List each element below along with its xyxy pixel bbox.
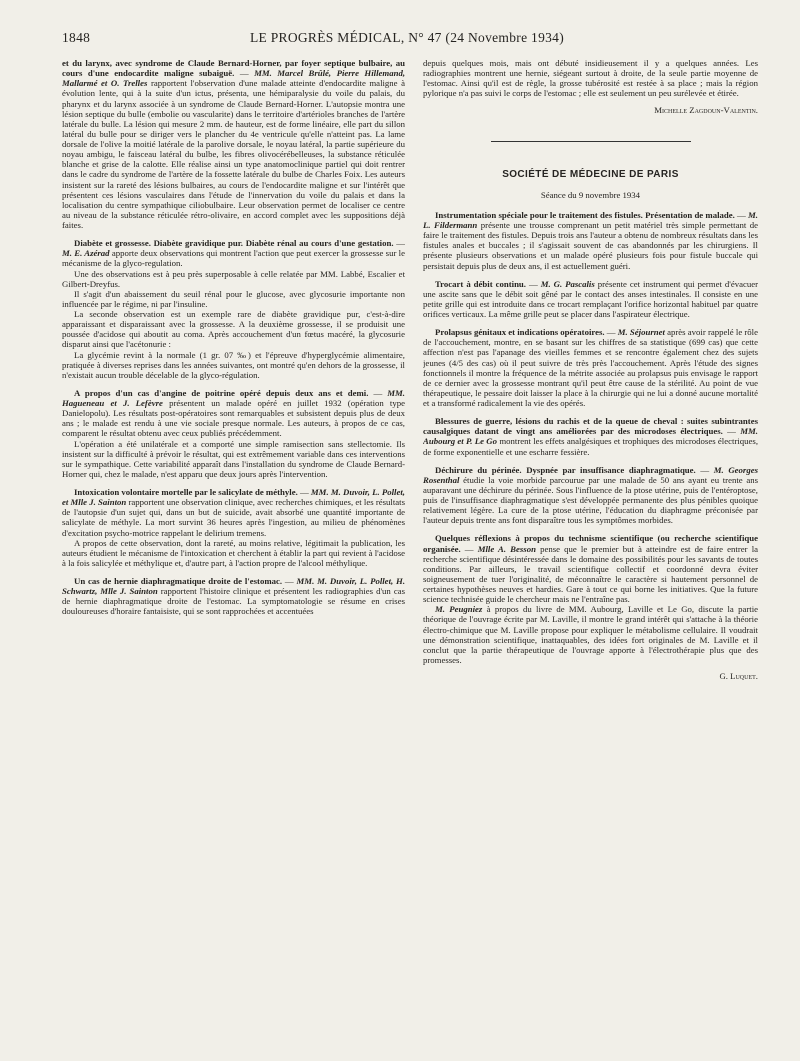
article-authors: MM. M. Duvoir, L. Pollet, et Mlle J. Sainton — [62, 487, 405, 508]
article-peugniez — [423, 604, 758, 665]
article-authors: M. Séjournet — [617, 327, 665, 338]
article-heading: Déchirure du périnée. Dyspnée par insuffisance diaphragmatique. — [435, 464, 696, 475]
article-heading: Blessures de guerre, lésions du rachis et de la queue de cheval : suites subintrantes causalgiques datant de vingt ans améliorées par des microdoses électriques. — [423, 416, 758, 437]
right-column — [423, 58, 758, 1048]
article-blessures: Blessures de guerre, lésions du rachis et de la queue de cheval : suites subintrantes causalgiques datant de vingt ans améliorées par des microdoses électriques. — MM. Aubourg et P. Le Go montrent les effets analgésiques et trophiques des microdoses électriques, de forme exponentielle et une escharre fessière. — [423, 416, 758, 457]
article-heading: et du larynx, avec syndrome de Claude Bernard-Horner, par foyer septique bulbaire, au cours d'une endocardite maligne subaiguë. — [62, 58, 405, 79]
section-divider — [491, 141, 691, 142]
article-body: à propos du livre de MM. Aubourg, Laville et Le Go, discute la partie théorique de l'ouvrage écrite par M. Laville, il montre le grand intérêt qui s'attache à la théorie électro-chimique que M. Laville propose pour expliquer le métabolisme cellulaire. Il voudrait une démonstration scientifique, inattaquables, des idées fort originales de M. Laville et il conclut que la partie thérapeutique de l'ouvrage apporte à l'électrothérapie plus que des promesses. — [423, 604, 758, 665]
left-column — [62, 58, 405, 1048]
article-heading: Un cas de hernie diaphragmatique droite de l'estomac. — [74, 576, 283, 586]
signature: G. Luquet. — [719, 671, 758, 681]
paragraph: A propos de cette observation, dont la rareté, au moins relative, légitimait la publication, les auteurs étudient le mécanisme de l'intoxication et cherchent à établir la part qui revient à l'acidose à la fois salicylée et méthylique et, d'autre part, à l'action propre de l'alcool méthylique. — [62, 537, 405, 568]
article-heading: Diabète et grossesse. Diabète gravidique pur. Diabète rénal au cours d'une gestation. — [74, 238, 394, 249]
article-authors: M. E. Azérad — [62, 248, 110, 259]
session-date: Séance du 9 novembre 1934 — [540, 189, 641, 200]
article-authors: MM. Marcel Brûlé, Pierre Hillemand, Mallarmé et O. Trelles — [62, 68, 405, 89]
article-body: présente cet instrument qui permet d'évacuer une ascite sans que le débit soit gêné par le contact des anses intestinales. Il consiste en une petite grille qui est introduite dans ce trocart remplaçant l'orifice horizontal habituel par quatre orifices verticaux. La même grille peut se placer dans l'aspirateur électrique. — [423, 278, 758, 319]
article-heading: Quelques réflexions à propos du technisme scientifique (ou recherche scientifique organisée. — [423, 533, 758, 554]
article-authors: Mlle A. Besson — [477, 543, 536, 554]
article-body: étudie la voie morbide parcourue par une malade de 50 ans ayant eu trente ans auparavant une déchirure du périnée. Sous l'influence de la ptose utérine, puis de l'entéroptose, puis de l'insuffisance diaphragmatique s'est développée permanente des plus pénibles quoique relativement légère. La cure de la ptose utérine, l'éducation du diaphragme préconisée par l'auteur depuis trente ans font disparaître tous les symptômes morbides. — [423, 474, 758, 526]
article-prolapsus: Prolapsus génitaux et indications opératoires. — M. Séjournet après avoir rappelé le rôle de l'accouchement, montre, en se basant sur les chiffres de sa statistique (699 cas) que cette affection n'est pas l'apanage des vieilles femmes et se rencontre également chez des sujets jeunes (4/5 des cas) où il peut suivre de très près l'accouchement. Après l'étude des signes fonctionnels il montre la fréquence de la métrite associée au prolapsus puis envisage le rapport de ce dernier avec la grossesse montrant qu'il peut être cause de la stérilité. Au point de vue thérapeutique, le pessaire doit laisser la place à la chirurgie qui ne lui a donné aucune mortalité et a transformé radicalement la vie des opérés. — [423, 327, 758, 408]
article-diabete: Diabète et grossesse. Diabète gravidique pur. Diabète rénal au cours d'une gestation. — M. E. Azérad apporte deux observations qui montrent l'action que peut exercer la grossesse sur le mécanisme de la glyco-regulation. — [62, 238, 405, 269]
page-number: 1848 — [62, 30, 91, 45]
paragraph: Il s'agit d'un abaissement du seuil rénal pour le glucose, avec glycosurie importante non influencée par le régime, ni par l'insuline. — [62, 288, 405, 309]
article-authors: MM. M. Duvoir, L. Pollet, H. Schwartz, Mlle J. Sainton — [62, 576, 405, 597]
article-reflexions: Quelques réflexions à propos du technisme scientifique (ou recherche scientifique organisée. — Mlle A. Besson pense que le premier but à atteindre est de faire entrer la recherche scientifique désintéressée dans le domaine des possibilités pour les savants de toutes conditions. Par ailleurs, le travail scientifique collectif et coordonné devra éviter soigneusement de tuer l'originalité, de méconnaître le caractère si hautement personnel de certaines hypothèses neuves et hardies. Gare à tout ce qui borne les initiatives. Que la future science technisée guide le chercheur mais ne l'entraîne pas. — [423, 533, 758, 605]
article-instrumentation: Instrumentation spéciale pour le traitement des fistules. Présentation de malade. — M. L. Fildermann présente une trousse comprenant un petit matériel très simple permettant de faire le traitement des fistules. Depuis trois ans l'auteur a obtenu de nombreux résultats dans les fistules anales et buccales ; il s'agissait souvent de cas abandonnés par les chirurgiens. Il présente plusieurs observations et un malade opéré plusieurs fois pour fistule buccale qui persistait depuis plus de deux ans, il est actuellement guéri. — [423, 209, 758, 271]
signature: Michelle Zagdoun-Valentin. — [654, 104, 758, 115]
article-angine: A propos d'un cas d'angine de poitrine opéré depuis deux ans et demi. — MM. Hagueneau et J. Lefèvre présentent un malade opéré en juillet 1932 (opération type Danielopolu). Les résultats post-opératoires sont remarquables et subsistent depuis plus de deux ans ; le malade est rendu à une vie sociale presque normale. Les auteurs, à propos de ce cas, comparent le résultat obtenu avec ceux publiés précédemment. — [62, 387, 405, 439]
article-body: rapportent une observation clinique, avec recherches chimiques, et les résultats de l'autopsie d'un sujet qui, dans un but de suicide, avait absorbé une quantité importante de salicylate de méthyle. La mort survint 36 heures après l'ingestion, au milieu de phénomènes d'excitation psycho-motrice rappelant le delirium tremens. — [62, 497, 405, 538]
article-authors: M. L. Fildermann — [423, 209, 758, 230]
article-heading: Instrumentation spéciale pour le traitement des fistules. Présentation de malade. — [435, 209, 735, 220]
article-heading: Prolapsus génitaux et indications opératoires. — [435, 327, 605, 338]
article-heading: A propos d'un cas d'angine de poitrine opéré depuis deux ans et demi. — [74, 387, 369, 398]
section-title: SOCIÉTÉ DE MÉDECINE DE PARIS — [502, 168, 679, 180]
journal-title: LE PROGRÈS MÉDICAL, N° 47 (24 Novembre 1934) — [249, 30, 565, 45]
article-claude-bernard-cont: et du larynx, avec syndrome de Claude Bernard-Horner, par foyer septique bulbaire, au cours d'une endocardite maligne subaiguë. — MM. Marcel Brûlé, Pierre Hillemand, Mallarmé et O. Trelles rapportent l'observation d'une malade atteinte d'endocardite maligne à évolution lente, qui à la suite d'un ictus, présenta, une hémiparalysie du voile du palais, du pharynx et du larynx associée à un syndrome de Claude Bernard-Horner. L'autopsie montra une lésion septique du bulle (embolie ou vascularite) dans le territoire d'artérioles branches de l'artère latérale du bulle. La lésion qui mesure 2 mm. de hauteur, est de forme linéaire, elle part du sillon latéral du bulle pour se diriger vers le plancher du 4e ventricule qu'elle n'atteint pas. La lame dorsale de l'olive la moitié latérale de la parolive dorsale, le noyau latéral, la partie supérieure du noyau ambigu, le faisceau latéral du bulbe, les fibres olivocérébelleuses, la substance réticulée blanche et grise de la calotte. Elle réalise ainsi un type anatomoclinique partiel qui doit rentrer dans le cadre du syndrome de l'artère de la fossette latérale du bulbe de Charles Foix. Les auteurs insistent sur la rareté des lésions bulbaires, au cours de l'endocardite maligne et sur l'intérêt que présentent ces lésions vasculaires dans l'étude de l'innervation du voile du palais et dans la localisation du centre sympathique ciliobulbaire. Leur observation permet de localiser ce centre au niveau de la substance réticulée rétro-olivaire, en accord complet avec les suppositions déjà faites. — [62, 58, 405, 230]
article-dechirure: Déchirure du périnée. Dyspnée par insuffisance diaphragmatique. — M. Georges Rosenthal étudie la voie morbide parcourue par une malade de 50 ans ayant eu trente ans auparavant une déchirure du périnée. Sous l'influence de la ptose utérine, puis de l'entéroptose, puis de l'insuffisance diaphragmatique s'est développée permanente des plus pénibles quoique relativement légère. La cure de la ptose utérine, l'éducation du diaphragme préconisée par l'auteur depuis trente ans font disparaître tous les symptômes morbides. — [423, 464, 758, 526]
article-authors: MM. Hagueneau et J. Lefèvre — [62, 387, 405, 408]
article-body: après avoir rappelé le rôle de l'accouchement, montre, en se basant sur les chiffres de sa statistique (699 cas) que cette affection n'est pas l'apanage des vieilles femmes et se rencontre également chez des sujets jeunes (4/5 des cas) où il peut suivre de très près l'accouchement. Après l'étude des signes fonctionnels il montre la fréquence de la métrite associée au prolapsus puis envisage le rapport de ce dernier avec la grossesse montrant qu'il peut être cause de la stérilité. Au point de vue thérapeutique, le pessaire doit laisser la place à la chirurgie qui ne lui a donné aucune mortalité et a transformé radicalement la vie des opérés. — [423, 327, 758, 408]
paragraph: La glycémie revint à la normale (1 gr. 07 ‰) et l'épreuve d'hyperglycémie alimentaire, pratiquée à diverses reprises dans les années suivantes, ont montré qu'en dehors de la grossesse, il n'existait aucun trouble décelable de la glyco-régulation. — [62, 349, 405, 380]
paragraph: Une des observations est à peu près superposable à celle relatée par MM. Labbé, Escalier et Gilbert-Dreyfus. — [62, 268, 405, 289]
article-body: présentent un malade opéré en juillet 1932 (opération type Danielopolu). Les résultats post-opératoires sont remarquables et subsistent depuis plus de deux ans ; le malade est rendu à une vie sociale presque normale. Les auteurs, à propos de ce cas, comparent le résultat obtenu avec ceux publiés précédemment. — [62, 398, 405, 439]
article-body: apporte deux observations qui montrent l'action que peut exercer la grossesse sur le mécanisme de la glyco-regulation. — [62, 248, 405, 269]
paragraph: La seconde observation est un exemple rare de diabète gravidique pur, c'est-à-dire apparaissant et disparaissant avec la grossesse. A la deuxième grossesse, il se produisit une poussée d'acidose qui aboutit au coma. Après accouchement d'un fœtus macéré, la glycosurie disparut ainsi que l'acétonurie : — [62, 309, 405, 350]
article-trocart: Trocart à débit continu. — M. G. Pascalis présente cet instrument qui permet d'évacuer une ascite sans que le débit soit gêné par le contact des anses intestinales. Il consiste en une petite grille qui est introduite dans ce trocart remplaçant l'orifice horizontal habituel par quatre orifices verticaux. La même grille peut se placer dans l'aspirateur électrique. — [423, 278, 758, 319]
article-hernie-cont: depuis quelques mois, mais ont débuté insidieusement il y a quelques années. Les radiographies montrent une hernie, siégeant surtout à droite, de la seule partie moyenne de l'estomac. Ainsi qu'il est de règle, la grosse tubérosité est restée à sa place ; mais la région pylorique n'a pas suivi le corps de l'estomac ; elle est seulement un peu surélevée et étirée. — [423, 58, 758, 99]
article-body: montrent les effets analgésiques et trophiques des microdoses électriques, de forme exponentielle et une escharre fessière. — [423, 436, 758, 457]
article-heading: Intoxication volontaire mortelle par le salicylate de méthyle. — [74, 487, 298, 497]
article-hernie: Un cas de hernie diaphragmatique droite de l'estomac. — MM. M. Duvoir, L. Pollet, H. Schwartz, Mlle J. Sainton rapportent l'histoire clinique et présentent les radiographies d'un cas de hernie diaphragmatique droite de l'estomac. La symptomatologie se résume en crises douloureuses d'horaire fantaisiste, qui se sont rapprochées et accentuées — [62, 576, 405, 617]
article-body: rapportent l'observation d'une malade atteinte d'endocardite maligne à évolution lente, qui à la suite d'un ictus, présenta, une hémiparalysie du voile du palais, du pharynx et du larynx associée à un syndrome de Claude Bernard-Horner. L'autopsie montra une lésion septique du bulle (embolie ou vascularite) dans le territoire d'artérioles branches de l'artère latérale du bulle. La lésion qui mesure 2 mm. de hauteur, est de forme linéaire, elle part du sillon latéral du bulle pour se diriger vers le plancher du 4e ventricule qu'elle n'atteint pas. La lame dorsale de l'olive la moitié latérale de la parolive dorsale, le noyau latéral, la partie supérieure du noyau ambigu, le faisceau latéral du bulbe, les fibres olivocérébelleuses, la substance réticulée blanche et grise de la calotte. Elle réalise ainsi un type anatomoclinique partiel qui doit rentrer dans le cadre du syndrome de l'artère de la fossette latérale du bulbe de Charles Foix. Les auteurs insistent sur la rareté des lésions bulbaires, au cours de l'endocardite maligne et sur l'intérêt que présentent ces lésions vasculaires dans l'étude de l'innervation du voile du palais et dans la localisation du centre sympathique ciliobulbaire. Leur observation permet de localiser ce centre au niveau de la substance réticulée rétro-olivaire, en accord complet avec les suppositions déjà faites. — [62, 78, 405, 230]
article-authors: MM. Aubourg et P. Le Go — [423, 426, 758, 447]
article-authors: M. Peugniez — [435, 604, 483, 615]
article-body: présente une trousse comprenant un petit matériel très simple permettant de faire le traitement des fistules. Depuis trois ans l'auteur a obtenu de nombreux résultats dans les fistules anales et buccales ; il s'agissait souvent de cas abandonnés par les chirurgiens. Il présente plusieurs observations et un malade opéré plusieurs fois pour fistule buccale qui persistait depuis plus de deux ans, il est actuellement guéri. — [423, 220, 758, 271]
running-header — [62, 30, 752, 48]
article-heading: Trocart à débit continu. — [435, 278, 526, 289]
article-authors: M. G. Pascalis — [540, 278, 595, 289]
article-body: pense que le premier but à atteindre est de faire entrer la recherche scientifique désintéressée dans le domaine des possibilités pour les savants de toutes conditions. Par ailleurs, le travail scientifique collectif et coordonné devra éviter soigneusement de tuer l'originalité, de méconnaître le caractère si hautement personnel de certaines hypothèses neuves et hardies. Gare à tout ce qui borne les initiatives. Que la future science technisée guide le chercheur mais ne l'entraîne pas. — [423, 543, 758, 605]
paragraph: L'opération a été unilatérale et a comporté une simple ramisection sans stellectomie. Ils insistent sur la difficulté à prévoir le résultat, qui est extrêmement variable dans ces interventions sur le sympathique. Cette variabilité apparaît dans l'installation du syndrome de Claude Bernard-Horner qui, chez le malade, n'est apparu que deux jours après l'intervention. — [62, 438, 405, 479]
article-intoxication: Intoxication volontaire mortelle par le salicylate de méthyle. — MM. M. Duvoir, L. Pollet, et Mlle J. Sainton rapportent une observation clinique, avec recherches chimiques, et les résultats de l'autopsie d'un sujet qui, dans un but de suicide, avait absorbé une quantité importante de salicylate de méthyle. La mort survint 36 heures après l'ingestion, au milieu de phénomènes d'excitation psycho-motrice rappelant le delirium tremens. — [62, 487, 405, 538]
article-authors: M. Georges Rosenthal — [423, 464, 758, 485]
article-body: rapportent l'histoire clinique et présentent les radiographies d'un cas de hernie diaphragmatique droite de l'estomac. La symptomatologie se résume en crises douloureuses d'horaire fantaisiste, qui se sont rapprochées et accentuées — [62, 586, 405, 617]
